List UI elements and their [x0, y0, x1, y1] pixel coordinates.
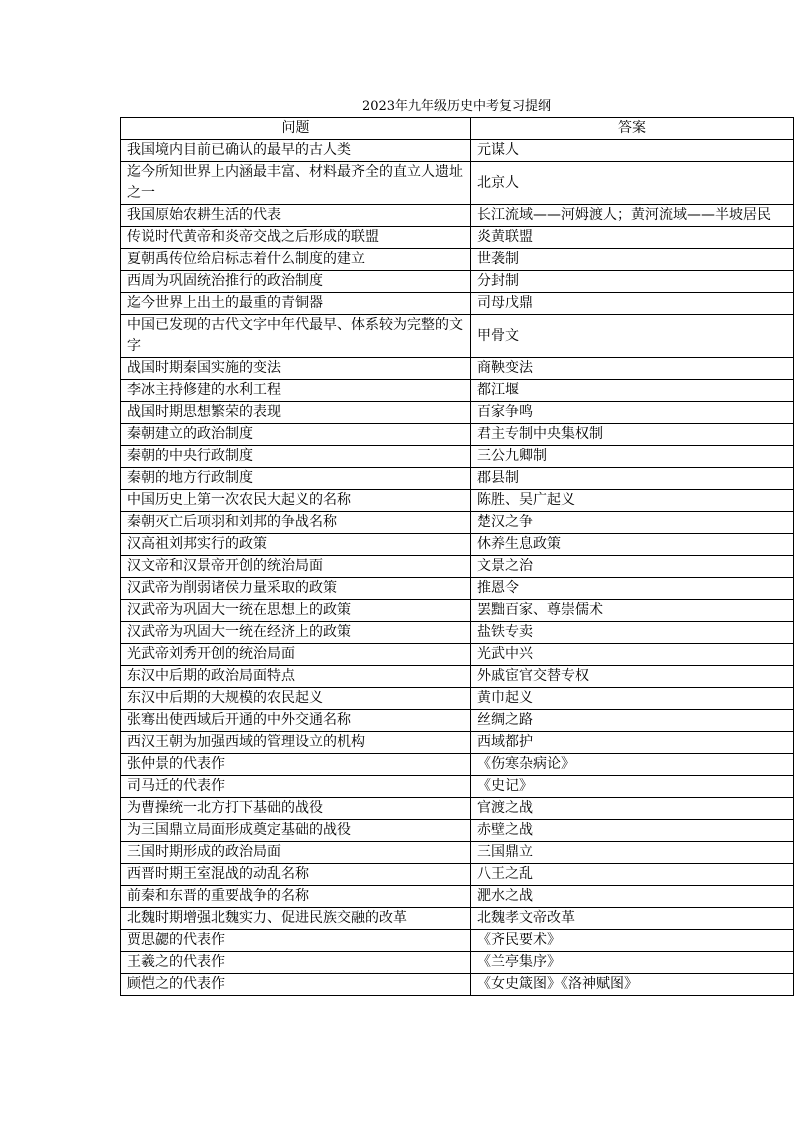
question-cell: 西周为巩固统治推行的政治制度 [121, 271, 471, 293]
answer-cell: 休养生息政策 [471, 534, 794, 556]
table-row [121, 622, 794, 644]
question-cell: 王羲之的代表作 [121, 952, 471, 974]
table-row [121, 424, 794, 446]
table-row [121, 930, 794, 952]
answer-cell: 商鞅变法 [471, 358, 794, 380]
question-cell: 秦朝灭亡后项羽和刘邦的争战名称 [121, 512, 471, 534]
question-cell: 秦朝的地方行政制度 [121, 468, 471, 490]
answer-cell: 黄巾起义 [471, 688, 794, 710]
question-cell: 汉武帝为削弱诸侯力量采取的政策 [121, 578, 471, 600]
answer-cell: 分封制 [471, 271, 794, 293]
answer-cell: 三公九卿制 [471, 446, 794, 468]
question-cell: 顾恺之的代表作 [121, 974, 471, 996]
question-cell: 东汉中后期的政治局面特点 [121, 666, 471, 688]
review-table [120, 117, 794, 996]
answer-cell: 都江堰 [471, 380, 794, 402]
table-row [121, 162, 794, 205]
table-row [121, 205, 794, 227]
answer-cell: 《齐民要术》 [471, 930, 794, 952]
question-cell: 汉高祖刘邦实行的政策 [121, 534, 471, 556]
question-cell: 前秦和东晋的重要战争的名称 [121, 886, 471, 908]
answer-cell: 君主专制中央集权制 [471, 424, 794, 446]
table-header-row [121, 118, 794, 140]
table-row [121, 908, 794, 930]
question-cell: 迄今世界上出土的最重的青铜器 [121, 293, 471, 315]
question-cell: 司马迁的代表作 [121, 776, 471, 798]
table-body [121, 140, 794, 996]
answer-cell: 炎黄联盟 [471, 227, 794, 249]
question-cell: 汉武帝为巩固大一统在思想上的政策 [121, 600, 471, 622]
question-cell: 西汉王朝为加强西域的管理设立的机构 [121, 732, 471, 754]
answer-cell: 推恩令 [471, 578, 794, 600]
question-cell: 我国境内目前已确认的最早的古人类 [121, 140, 471, 162]
table-row [121, 534, 794, 556]
question-cell: 秦朝建立的政治制度 [121, 424, 471, 446]
answer-cell: 《女史箴图》《洛神赋图》 [471, 974, 794, 996]
question-cell: 秦朝的中央行政制度 [121, 446, 471, 468]
question-cell: 为三国鼎立局面形成奠定基础的战役 [121, 820, 471, 842]
answer-cell: 北京人 [471, 162, 794, 205]
question-cell: 汉武帝为巩固大一统在经济上的政策 [121, 622, 471, 644]
table-row [121, 754, 794, 776]
answer-cell: 八王之乱 [471, 864, 794, 886]
table-row [121, 271, 794, 293]
question-cell: 东汉中后期的大规模的农民起义 [121, 688, 471, 710]
question-cell: 汉文帝和汉景帝开创的统治局面 [121, 556, 471, 578]
table-row [121, 710, 794, 732]
table-row [121, 446, 794, 468]
question-cell: 我国原始农耕生活的代表 [121, 205, 471, 227]
question-cell: 北魏时期增强北魏实力、促进民族交融的改革 [121, 908, 471, 930]
table-row [121, 468, 794, 490]
answer-cell: 长江流域——河姆渡人；黄河流域——半坡居民 [471, 205, 794, 227]
answer-cell: 陈胜、吴广起义 [471, 490, 794, 512]
table-row [121, 315, 794, 358]
answer-cell: 《伤寒杂病论》 [471, 754, 794, 776]
table-row [121, 842, 794, 864]
answer-cell: 百家争鸣 [471, 402, 794, 424]
table-row [121, 644, 794, 666]
table-row [121, 732, 794, 754]
table-row [121, 776, 794, 798]
answer-cell: 西域都护 [471, 732, 794, 754]
question-cell: 传说时代黄帝和炎帝交战之后形成的联盟 [121, 227, 471, 249]
table-row [121, 490, 794, 512]
answer-cell: 元谋人 [471, 140, 794, 162]
answer-cell: 《兰亭集序》 [471, 952, 794, 974]
answer-cell: 丝绸之路 [471, 710, 794, 732]
table-row [121, 227, 794, 249]
table-row [121, 600, 794, 622]
table-row [121, 578, 794, 600]
table-row [121, 358, 794, 380]
table-row [121, 140, 794, 162]
question-cell: 李冰主持修建的水利工程 [121, 380, 471, 402]
question-cell: 张骞出使西域后开通的中外交通名称 [121, 710, 471, 732]
answer-cell: 甲骨文 [471, 315, 794, 358]
table-row [121, 688, 794, 710]
page-title: 2023年九年级历史中考复习提纲 [361, 99, 552, 114]
answer-cell: 楚汉之争 [471, 512, 794, 534]
column-header-question: 问题 [121, 118, 471, 140]
question-cell: 迄今所知世界上内涵最丰富、材料最齐全的直立人遗址之一 [121, 162, 471, 205]
answer-cell: 《史记》 [471, 776, 794, 798]
table-row [121, 293, 794, 315]
answer-cell: 淝水之战 [471, 886, 794, 908]
answer-cell: 外戚宦官交替专权 [471, 666, 794, 688]
question-cell: 为曹操统一北方打下基础的战役 [121, 798, 471, 820]
question-cell: 三国时期形成的政治局面 [121, 842, 471, 864]
answer-cell: 郡县制 [471, 468, 794, 490]
answer-cell: 盐铁专卖 [471, 622, 794, 644]
answer-cell: 北魏孝文帝改革 [471, 908, 794, 930]
question-cell: 中国历史上第一次农民大起义的名称 [121, 490, 471, 512]
table-row [121, 666, 794, 688]
question-cell: 贾思勰的代表作 [121, 930, 471, 952]
table-row [121, 952, 794, 974]
table-row [121, 974, 794, 996]
answer-cell: 三国鼎立 [471, 842, 794, 864]
question-cell: 战国时期秦国实施的变法 [121, 358, 471, 380]
table-row [121, 820, 794, 842]
question-cell: 夏朝禹传位给启标志着什么制度的建立 [121, 249, 471, 271]
answer-cell: 世袭制 [471, 249, 794, 271]
question-cell: 战国时期思想繁荣的表现 [121, 402, 471, 424]
column-header-answer: 答案 [471, 118, 794, 140]
answer-cell: 罢黜百家、尊崇儒术 [471, 600, 794, 622]
table-row [121, 512, 794, 534]
answer-cell: 文景之治 [471, 556, 794, 578]
answer-cell: 赤壁之战 [471, 820, 794, 842]
question-cell: 张仲景的代表作 [121, 754, 471, 776]
answer-cell: 官渡之战 [471, 798, 794, 820]
table-row [121, 249, 794, 271]
table-row [121, 798, 794, 820]
table-row [121, 556, 794, 578]
question-cell: 中国已发现的古代文字中年代最早、体系较为完整的文字 [121, 315, 471, 358]
table-row [121, 380, 794, 402]
table-row [121, 886, 794, 908]
question-cell: 西晋时期王室混战的动乱名称 [121, 864, 471, 886]
table-row [121, 864, 794, 886]
answer-cell: 光武中兴 [471, 644, 794, 666]
question-cell: 光武帝刘秀开创的统治局面 [121, 644, 471, 666]
table-row [121, 402, 794, 424]
answer-cell: 司母戊鼎 [471, 293, 794, 315]
